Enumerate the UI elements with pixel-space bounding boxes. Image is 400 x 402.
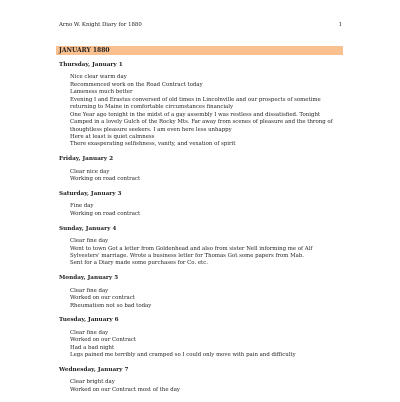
entry-line: Went to town Got a letter from Goldenhead and also from sister Nell informing me of Alf [70, 245, 313, 252]
diary-entry [59, 367, 344, 394]
entry-line: thoughtless pleasure seekers. I am even here less unhappy [70, 126, 232, 133]
entry-line: Rheumatism not so bad today [70, 302, 152, 309]
month-heading: JANUARY 1880 [56, 46, 343, 55]
entry-date-heading: Tuesday, January 6 [59, 317, 119, 324]
entry-line: Here at least is quiet calmness [70, 134, 155, 141]
diary-entry [59, 226, 344, 268]
entry-date-heading: Sunday, January 4 [59, 225, 117, 232]
entry-line: Worked on our contract [70, 295, 135, 302]
entry-line: Clear fine day [70, 238, 109, 245]
entry-date-heading: Friday, January 2 [59, 156, 114, 163]
entry-date-heading: Thursday, January 1 [59, 62, 123, 68]
entry-line: Camped in a lovely Gulch of the Rocky Mts. Far away from scenes of pleasure and the throng of [70, 119, 333, 126]
entry-line: Working on road contract [70, 210, 141, 217]
entry-line: Recommenced work on the Road Contract today [70, 81, 203, 88]
diary-entry [59, 156, 344, 183]
entry-line: Sent for a Diary made some purchases for Co. etc. [70, 260, 208, 267]
entry-line: Sylvesters' marriage. Wrote a business letter for Thomas Got some papers from Mab. [70, 252, 305, 259]
page-number: 1 [338, 22, 342, 28]
entry-date-heading: Wednesday, January 7 [59, 367, 129, 374]
entry-line: Legs pained me terribly and cramped so I could only move with pain and difficulty [70, 352, 296, 359]
entry-line: Worked on our Contract [70, 337, 137, 344]
entry-line: Fine day [70, 203, 94, 210]
entry-line: Had a bad night [70, 344, 115, 351]
entry-line: Clear fine day [70, 329, 109, 336]
entry-line: Working on road contract [70, 176, 141, 183]
entry-line: Clear fine day [70, 287, 109, 294]
diary-entry [59, 62, 344, 149]
diary-entries [59, 62, 344, 402]
entry-line: Lameness much better [70, 89, 133, 96]
entry-line: There exasperating selfishness, vanity, and vexation of spirit [70, 141, 236, 148]
entry-date-heading: Monday, January 5 [59, 275, 119, 282]
entry-line: Clear nice day [70, 168, 110, 175]
entry-line: One Year ago tonight in the midst of a gay assembly I was restless and dissatisfied. Tonight [70, 111, 321, 118]
entry-line: Worked on our Contract most of the day [70, 386, 180, 393]
document-title: Arno W. Knight Diary for 1880 [59, 22, 142, 28]
diary-entry [59, 317, 344, 359]
entry-line: Nice clear warm day [70, 74, 127, 81]
entry-line: Clear bright day [70, 379, 115, 386]
diary-entry [59, 275, 344, 310]
diary-entry [59, 191, 344, 218]
entry-date-heading: Saturday, January 3 [59, 191, 122, 197]
entry-line: returning to Maine in comfortable circumstances financialy [70, 104, 234, 111]
entry-line: Evening I and Erastus conversed of old times in Lincolnville and our prospects of sometime [70, 96, 321, 103]
